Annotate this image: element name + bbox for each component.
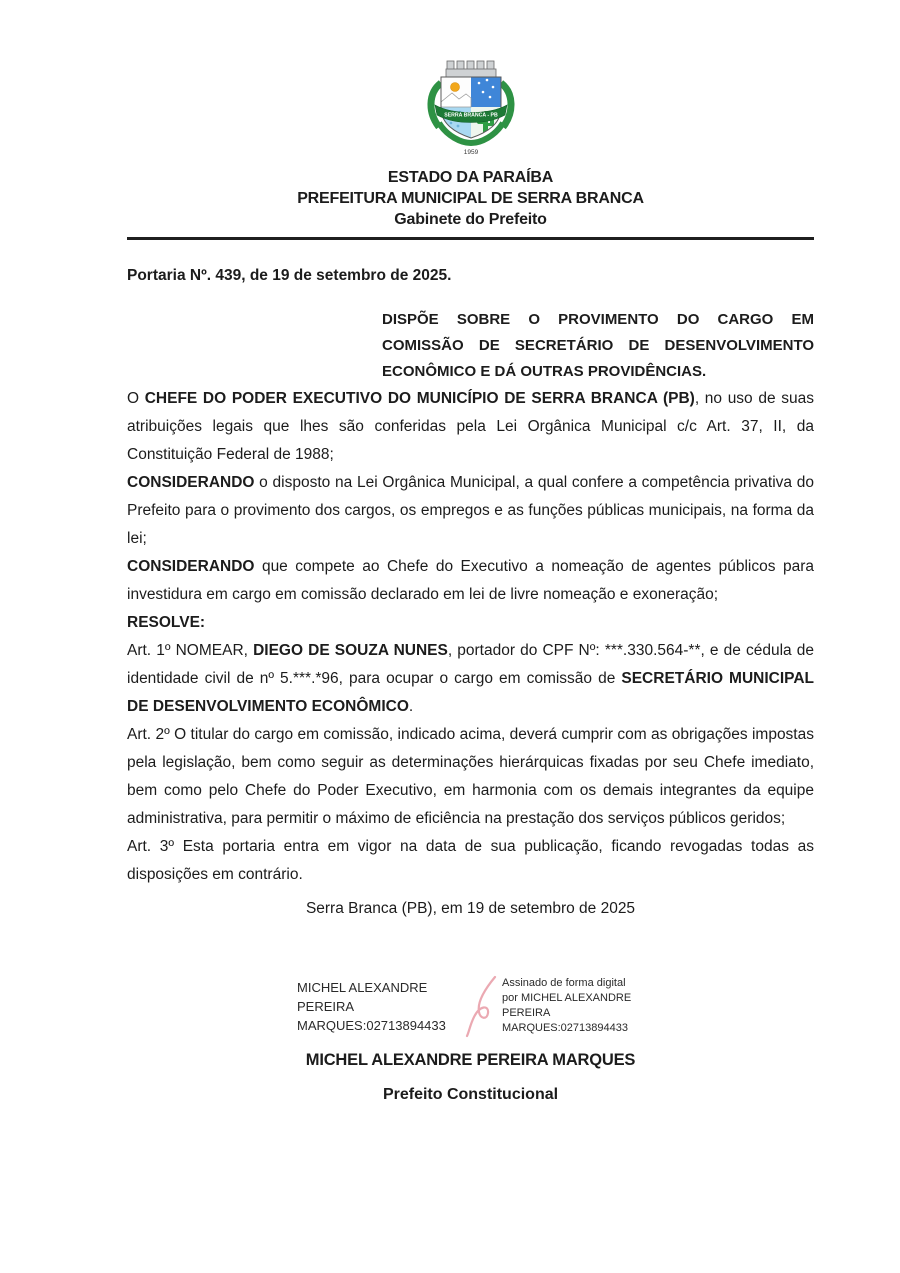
considering-2-rest: que compete ao Chefe do Executivo a nomeação de agentes públicos para investidura em cargo em comissão declarado em lei de livre nomeação e exoneração; xyxy=(127,558,814,603)
preamble-rest: , no uso de suas atribuições legais que lhes são conferidas pela Lei Orgânica Municipal c/c Art. 37, II, da Constituição Federal de 1988; xyxy=(127,390,814,463)
article-1-appointee: DIEGO DE SOUZA NUNES xyxy=(253,642,448,659)
paragraph-considering-1 xyxy=(127,469,814,553)
mural-crown xyxy=(446,61,496,77)
letterhead-office: Gabinete do Prefeito xyxy=(394,211,547,228)
preamble-lead: O xyxy=(127,390,145,407)
article-1-middle: , portador do CPF Nº: ***.330.564-**, e de cédula de identidade civil de nº 5.***.*96, para ocupar o cargo em comissão de xyxy=(127,642,815,687)
paragraph-article-1 xyxy=(127,637,814,721)
paragraph-considering-2 xyxy=(127,553,814,609)
signer-title: Prefeito Constitucional xyxy=(382,1086,559,1103)
crest-year: 1959 xyxy=(463,149,478,156)
paragraph-article-2: Art. 2º O titular do cargo em comissão, indicado acima, deverá cumprir com as obrigações impostas pela legislação, bem como seguir as determinações hierárquicas fixadas por seu Chefe imediato, bem como pelo Chefe do Poder Executivo, em harmonia com os demais integrantes da equipe administrativa, para permitir o máximo de eficiência na prestação dos serviços públicos geridos; xyxy=(127,726,814,827)
considering-2-keyword: CONSIDERANDO xyxy=(127,558,255,575)
dateline: Serra Branca (PB), em 19 de setembro de 2025 xyxy=(305,900,636,917)
ribbon-left xyxy=(430,83,440,127)
quarter-stars xyxy=(471,77,501,107)
municipal-coat-of-arms-icon xyxy=(424,56,518,160)
letterhead-municipality: PREFEITURA MUNICIPAL DE SERRA BRANCA xyxy=(297,190,644,207)
letterhead-divider xyxy=(127,237,814,240)
considering-1-rest: o disposto na Lei Orgânica Municipal, a qual confere a competência privativa do Prefeito para o provimento dos cargos, os empregos e as funções públicas municipais, na forma da lei; xyxy=(127,474,814,547)
considering-1-keyword: CONSIDERANDO xyxy=(127,474,255,491)
article-1-end: . xyxy=(408,698,414,715)
digital-signature-block xyxy=(127,974,814,1038)
letterhead-state: ESTADO DA PARAÍBA xyxy=(387,169,554,186)
epigraph: DISPÕE SOBRE O PROVIMENTO DO CARGO EM COMISSÃO DE SECRETÁRIO DE DESENVOLVIMENTO ECONÔMICO E DÁ OUTRAS PROVIDÊNCIAS. xyxy=(382,311,814,380)
sun xyxy=(450,83,459,92)
paragraph-article-3: Art. 3º Esta portaria entra em vigor na data de sua publicação, ficando revogadas todas as disposições em contrário. xyxy=(127,838,814,883)
paragraph-resolve xyxy=(127,609,814,637)
crest-container xyxy=(127,56,814,165)
signature-certificate-statement: Assinado de forma digital por MICHEL ALEXANDRE PEREIRA MARQUES:02713894433 xyxy=(502,977,632,1034)
resolve-label: RESOLVE: xyxy=(127,614,206,631)
signature-certificate-name: MICHEL ALEXANDRE PEREIRA MARQUES:02713894433 xyxy=(297,979,446,1033)
ribbon-right xyxy=(501,83,511,127)
preamble-authority: CHEFE DO PODER EXECUTIVO DO MUNICÍPIO DE SERRA BRANCA (PB) xyxy=(144,390,695,407)
letterhead xyxy=(127,167,814,230)
crest-banner-text: SERRA BRANCA - PB xyxy=(443,112,498,119)
digital-signature-flourish-icon xyxy=(465,974,499,1038)
signer-name: MICHEL ALEXANDRE PEREIRA MARQUES xyxy=(305,1051,636,1069)
paragraph-preamble xyxy=(127,385,814,469)
document-body xyxy=(127,267,814,1104)
document-title: Portaria Nº. 439, de 19 de setembro de 2025. xyxy=(127,267,452,284)
article-1-position: SECRETÁRIO MUNICIPAL DE DESENVOLVIMENTO ECONÔMICO xyxy=(127,670,814,715)
article-1-lead: Art. 1º NOMEAR, xyxy=(127,642,254,659)
